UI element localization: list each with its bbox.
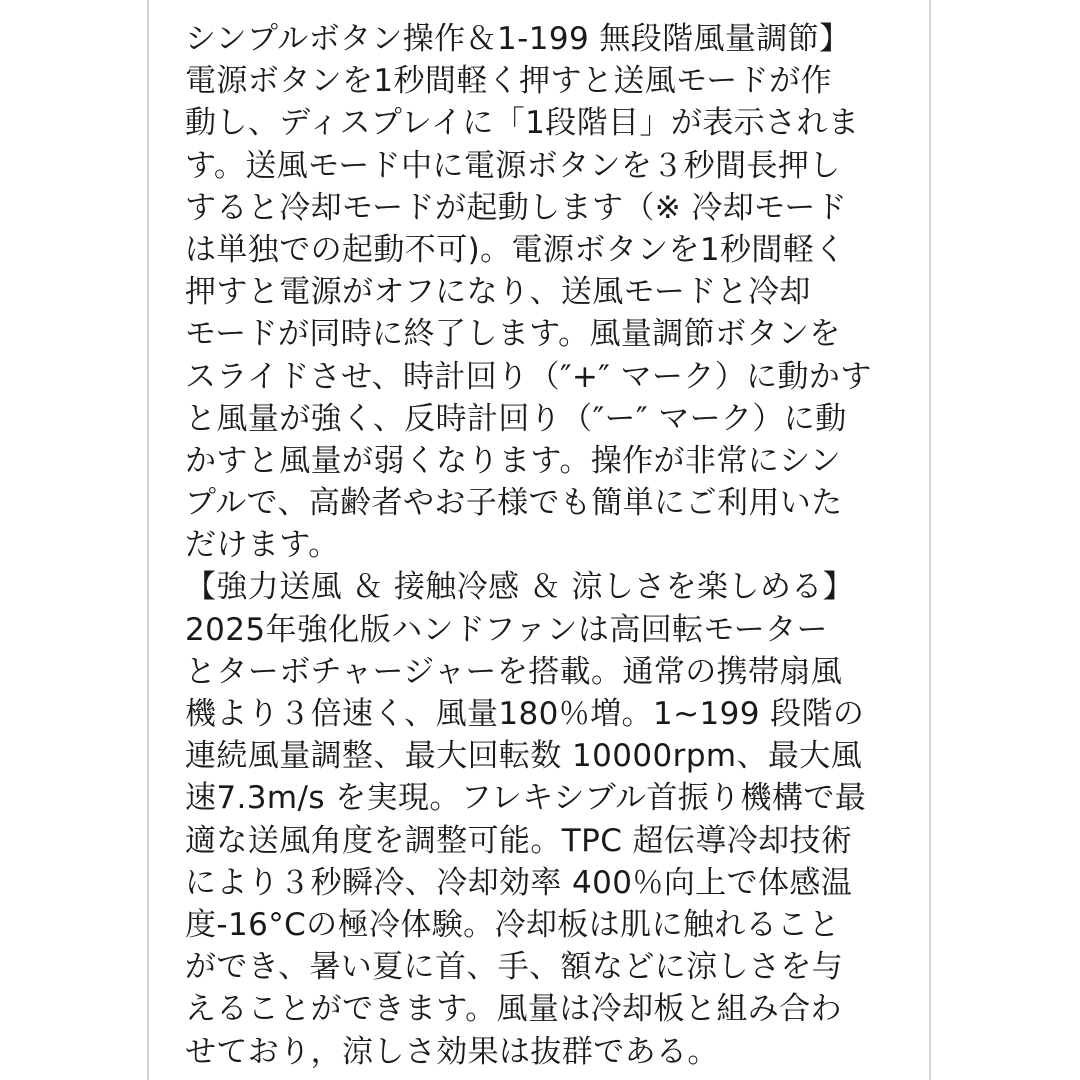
description-line: とターボチャージャーを搭載。通常の携帯扇風 xyxy=(185,653,843,690)
description-line: えることができます。風量は冷却板と組み合わ xyxy=(185,991,842,1028)
description-line: 電源ボタンを1秒間軽く押すと送風モードが作 xyxy=(185,63,832,100)
description-line: 機より３倍速く、風量180％増。1~199 段階の xyxy=(185,696,865,732)
description-line: かすと風量が弱くなります。操作が非常にシン xyxy=(185,442,842,479)
description-line: スライドさせ、時計回り（″+″ マーク）に動かす xyxy=(185,358,872,395)
description-line: 適な送風角度を調整可能。TPC 超伝導冷却技術 xyxy=(185,822,853,859)
description-line: は単独での起動不可)。電源ボタンを1秒間軽く xyxy=(185,231,846,268)
description-line: と風量が強く、反時計回り（″ー″ マーク）に動 xyxy=(185,400,847,437)
description-line: モードが同時に終了します。風量調節ボタンを xyxy=(185,316,841,353)
section-heading: 【強力送風 ＆ 接触冷感 ＆ 涼しさを楽しめる】 xyxy=(185,569,855,606)
description-line: 連続風量調整、最大回転数 10000rpm、最大風 xyxy=(185,738,863,775)
description-line: シンプルボタン操作＆1-199 無段階風量調節】 xyxy=(185,21,851,57)
description-line: せており，涼しさ効果は抜群である。 xyxy=(185,1033,719,1070)
description-panel xyxy=(147,0,931,1080)
description-line: 押すと電源がオフになり、送風モードと冷却 xyxy=(185,274,811,311)
description-line: 速7.3m/s を実現。フレキシブル首振り機構で最 xyxy=(185,780,867,817)
product-description xyxy=(185,18,901,1073)
description-line: により３秒瞬冷、冷却効率 400％向上で体感温 xyxy=(185,864,853,901)
description-line: 動し、ディスプレイに「1段階目」が表示されま xyxy=(185,105,860,142)
description-line: プルで、高齢者やお子様でも簡単にご利用いた xyxy=(185,485,843,522)
description-line: だけます。 xyxy=(185,527,340,564)
description-line: す。送風モード中に電源ボタンを３秒間長押し xyxy=(185,147,841,184)
description-line: すると冷却モードが起動します（※ 冷却モード xyxy=(185,189,848,226)
description-line: 2025年強化版ハンドファンは高回転モーター xyxy=(185,611,828,648)
description-line: 度-16°Cの極冷体験。冷却板は肌に触れること xyxy=(185,906,840,943)
description-line: ができ、暑い夏に首、手、額などに涼しさを与 xyxy=(185,949,844,986)
